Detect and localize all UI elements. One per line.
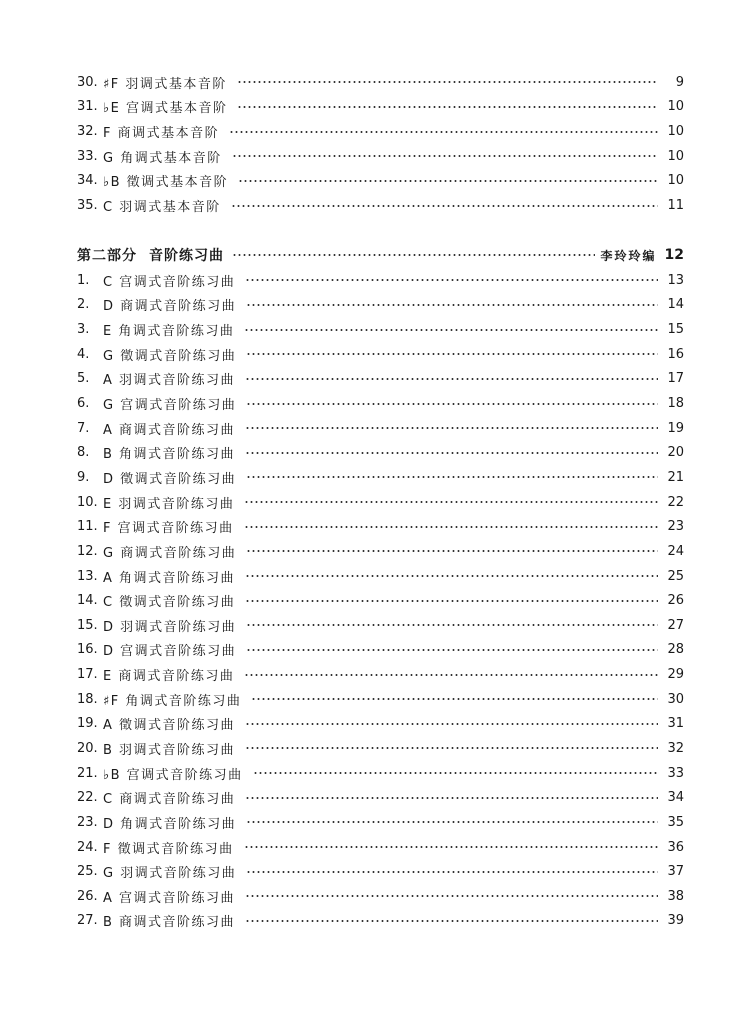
entry-page: 33 — [667, 765, 684, 781]
entry-number: 10. — [77, 494, 98, 510]
entry-number: 34. — [77, 173, 98, 189]
toc-entry[interactable] — [77, 490, 684, 515]
dot-leader — [246, 821, 658, 823]
dot-leader — [229, 131, 658, 133]
entry-page: 10 — [667, 148, 684, 164]
dot-leader — [245, 747, 658, 749]
dot-leader — [253, 772, 658, 774]
entry-title: E 商调式音阶练习曲 — [103, 669, 235, 685]
entry-number: 32. — [77, 124, 98, 140]
dot-leader — [244, 846, 658, 848]
entry-number: 27. — [77, 913, 98, 929]
toc-entry[interactable] — [77, 293, 684, 318]
toc-entry[interactable] — [77, 564, 684, 589]
entry-page: 31 — [667, 716, 684, 732]
toc-entry[interactable] — [77, 70, 684, 95]
entry-number: 17. — [77, 667, 98, 683]
entry-title: ♯F 羽调式基本音阶 — [103, 76, 227, 92]
entry-page: 27 — [667, 617, 684, 633]
entry-page: 28 — [667, 642, 684, 658]
dot-leader — [246, 476, 658, 478]
entry-number: 23. — [77, 814, 98, 830]
entry-title: A 商调式音阶练习曲 — [103, 422, 236, 438]
entry-number: 22. — [77, 790, 98, 806]
dot-leader — [245, 797, 658, 799]
entry-number: 9. — [77, 469, 90, 485]
toc-entry[interactable] — [77, 712, 684, 737]
entry-number: 16. — [77, 642, 98, 658]
dot-leader — [246, 403, 658, 405]
toc-entry[interactable] — [77, 810, 684, 835]
dot-leader — [244, 329, 658, 331]
entry-page: 20 — [667, 445, 684, 461]
entry-title: C 商调式音阶练习曲 — [103, 792, 236, 808]
entry-number: 19. — [77, 716, 98, 732]
dot-leader — [245, 378, 658, 380]
entry-title: F 宫调式音阶练习曲 — [103, 521, 234, 537]
entry-title: ♯F 角调式音阶练习曲 — [103, 693, 242, 709]
entry-number: 18. — [77, 691, 98, 707]
entry-page: 10 — [667, 173, 684, 189]
entry-number: 14. — [77, 593, 98, 609]
dot-leader — [231, 205, 658, 207]
entry-page: 9 — [675, 74, 684, 90]
entry-number: 1. — [77, 272, 90, 288]
entry-number: 24. — [77, 839, 98, 855]
toc-entry[interactable] — [77, 761, 684, 786]
dot-leader — [238, 180, 658, 182]
dot-leader — [244, 526, 658, 528]
entry-page: 18 — [667, 396, 684, 412]
dot-leader — [244, 501, 658, 503]
entry-page: 13 — [667, 272, 684, 288]
toc-entry[interactable] — [77, 662, 684, 687]
toc-entry[interactable] — [77, 687, 684, 712]
entry-title: G 徵调式音阶练习曲 — [103, 348, 237, 364]
dot-leader — [245, 895, 658, 897]
entry-title: ♭B 徵调式基本音阶 — [103, 175, 229, 191]
entry-page: 15 — [667, 322, 684, 338]
entry-number: 5. — [77, 371, 90, 387]
entry-page: 22 — [667, 494, 684, 510]
entry-page: 23 — [667, 519, 684, 535]
entry-title: A 徵调式音阶练习曲 — [103, 718, 236, 734]
toc-entry[interactable] — [77, 440, 684, 465]
toc-part-one-list — [77, 70, 684, 218]
entry-title: B 羽调式音阶练习曲 — [103, 742, 236, 758]
toc-entry[interactable] — [77, 539, 684, 564]
entry-title: D 角调式音阶练习曲 — [103, 816, 237, 832]
dot-leader — [251, 698, 658, 700]
entry-title: ♭E 宫调式基本音阶 — [103, 101, 228, 117]
entry-page: 30 — [667, 691, 684, 707]
entry-title: D 宫调式音阶练习曲 — [103, 644, 237, 660]
entry-number: 20. — [77, 740, 98, 756]
entry-page: 19 — [667, 420, 684, 436]
toc-part-two-list — [77, 268, 684, 933]
entry-number: 33. — [77, 148, 98, 164]
entry-page: 36 — [667, 839, 684, 855]
entry-number: 30. — [77, 74, 98, 90]
entry-title: D 羽调式音阶练习曲 — [103, 619, 237, 635]
entry-number: 26. — [77, 888, 98, 904]
entry-title: A 角调式音阶练习曲 — [103, 570, 236, 586]
toc-entry[interactable] — [77, 144, 684, 169]
entry-number: 4. — [77, 346, 90, 362]
entry-number: 31. — [77, 99, 98, 115]
entry-number: 15. — [77, 617, 98, 633]
entry-page: 39 — [667, 913, 684, 929]
dot-leader — [244, 674, 658, 676]
toc-entry[interactable] — [77, 342, 684, 367]
entry-page: 11 — [667, 198, 684, 214]
entry-title: D 徵调式音阶练习曲 — [103, 471, 237, 487]
entry-number: 11. — [77, 519, 98, 535]
entry-number: 13. — [77, 568, 98, 584]
toc-entry[interactable] — [77, 835, 684, 860]
toc-entry[interactable] — [77, 785, 684, 810]
dot-leader — [237, 81, 658, 83]
dot-leader — [245, 452, 658, 454]
entry-title: G 宫调式音阶练习曲 — [103, 398, 237, 414]
entry-number: 8. — [77, 445, 90, 461]
entry-title: G 羽调式音阶练习曲 — [103, 866, 237, 882]
toc-entry[interactable] — [77, 367, 684, 392]
dot-leader — [237, 106, 658, 108]
entry-title: C 宫调式音阶练习曲 — [103, 274, 236, 290]
entry-page: 16 — [667, 346, 684, 362]
entry-title: D 商调式音阶练习曲 — [103, 299, 237, 315]
entry-title: ♭B 宫调式音阶练习曲 — [103, 767, 243, 783]
toc-entry[interactable] — [77, 317, 684, 342]
section-page: 12 — [664, 247, 684, 263]
section-title: 音阶练习曲 — [149, 248, 224, 264]
toc-entry[interactable] — [77, 514, 684, 539]
toc-entry[interactable] — [77, 465, 684, 490]
entry-title: G 商调式音阶练习曲 — [103, 545, 237, 561]
entry-title: A 羽调式音阶练习曲 — [103, 373, 236, 389]
entry-number: 2. — [77, 297, 90, 313]
section-author: 李玲玲编 — [600, 248, 657, 263]
entry-title: A 宫调式音阶练习曲 — [103, 890, 236, 906]
dot-leader — [245, 427, 658, 429]
entry-number: 25. — [77, 864, 98, 880]
dot-leader — [245, 279, 658, 281]
dot-leader — [246, 353, 658, 355]
entry-number: 21. — [77, 765, 98, 781]
entry-title: E 羽调式音阶练习曲 — [103, 496, 235, 512]
toc-entry[interactable] — [77, 119, 684, 144]
entry-page: 17 — [667, 371, 684, 387]
toc-entry[interactable] — [77, 95, 684, 120]
dot-leader — [245, 575, 658, 577]
toc-entry[interactable] — [77, 884, 684, 909]
entry-page: 35 — [667, 814, 684, 830]
entry-number: 7. — [77, 420, 90, 436]
entry-page: 37 — [667, 864, 684, 880]
entry-page: 38 — [667, 888, 684, 904]
dot-leader — [246, 624, 658, 626]
entry-title: E 角调式音阶练习曲 — [103, 324, 235, 340]
toc-entry[interactable] — [77, 859, 684, 884]
entry-title: B 商调式音阶练习曲 — [103, 915, 236, 931]
entry-page: 34 — [667, 790, 684, 806]
toc-entry[interactable] — [77, 169, 684, 194]
entry-page: 29 — [667, 667, 684, 683]
dot-leader — [246, 304, 658, 306]
toc-entry[interactable] — [77, 391, 684, 416]
entry-page: 21 — [667, 469, 684, 485]
toc-entry[interactable] — [77, 909, 684, 934]
entry-title: B 角调式音阶练习曲 — [103, 447, 236, 463]
toc-entry[interactable] — [77, 588, 684, 613]
dot-leader — [232, 254, 595, 256]
dot-leader — [232, 155, 658, 157]
entry-page: 26 — [667, 593, 684, 609]
entry-page: 25 — [667, 568, 684, 584]
entry-title: F 商调式基本音阶 — [103, 126, 220, 142]
toc-entry[interactable] — [77, 613, 684, 638]
toc-entry[interactable] — [77, 193, 684, 218]
dot-leader — [246, 649, 658, 651]
dot-leader — [246, 871, 658, 873]
entry-page: 10 — [667, 99, 684, 115]
entry-number: 6. — [77, 396, 90, 412]
toc-entry[interactable] — [77, 736, 684, 761]
toc-entry[interactable] — [77, 268, 684, 293]
entry-title: G 角调式基本音阶 — [103, 150, 222, 166]
section-heading-part-two[interactable] — [77, 242, 684, 268]
toc-entry[interactable] — [77, 638, 684, 663]
entry-title: C 羽调式基本音阶 — [103, 200, 221, 216]
entry-page: 24 — [667, 543, 684, 559]
entry-page: 14 — [667, 297, 684, 313]
section-label: 第二部分 — [77, 248, 137, 264]
dot-leader — [245, 920, 658, 922]
entry-page: 10 — [667, 124, 684, 140]
entry-number: 12. — [77, 543, 98, 559]
entry-title: C 徵调式音阶练习曲 — [103, 595, 236, 611]
dot-leader — [245, 723, 658, 725]
entry-page: 32 — [667, 740, 684, 756]
entry-number: 3. — [77, 322, 90, 338]
entry-number: 35. — [77, 198, 98, 214]
dot-leader — [246, 550, 658, 552]
toc-entry[interactable] — [77, 416, 684, 441]
dot-leader — [245, 600, 658, 602]
entry-title: F 徵调式音阶练习曲 — [103, 841, 234, 857]
